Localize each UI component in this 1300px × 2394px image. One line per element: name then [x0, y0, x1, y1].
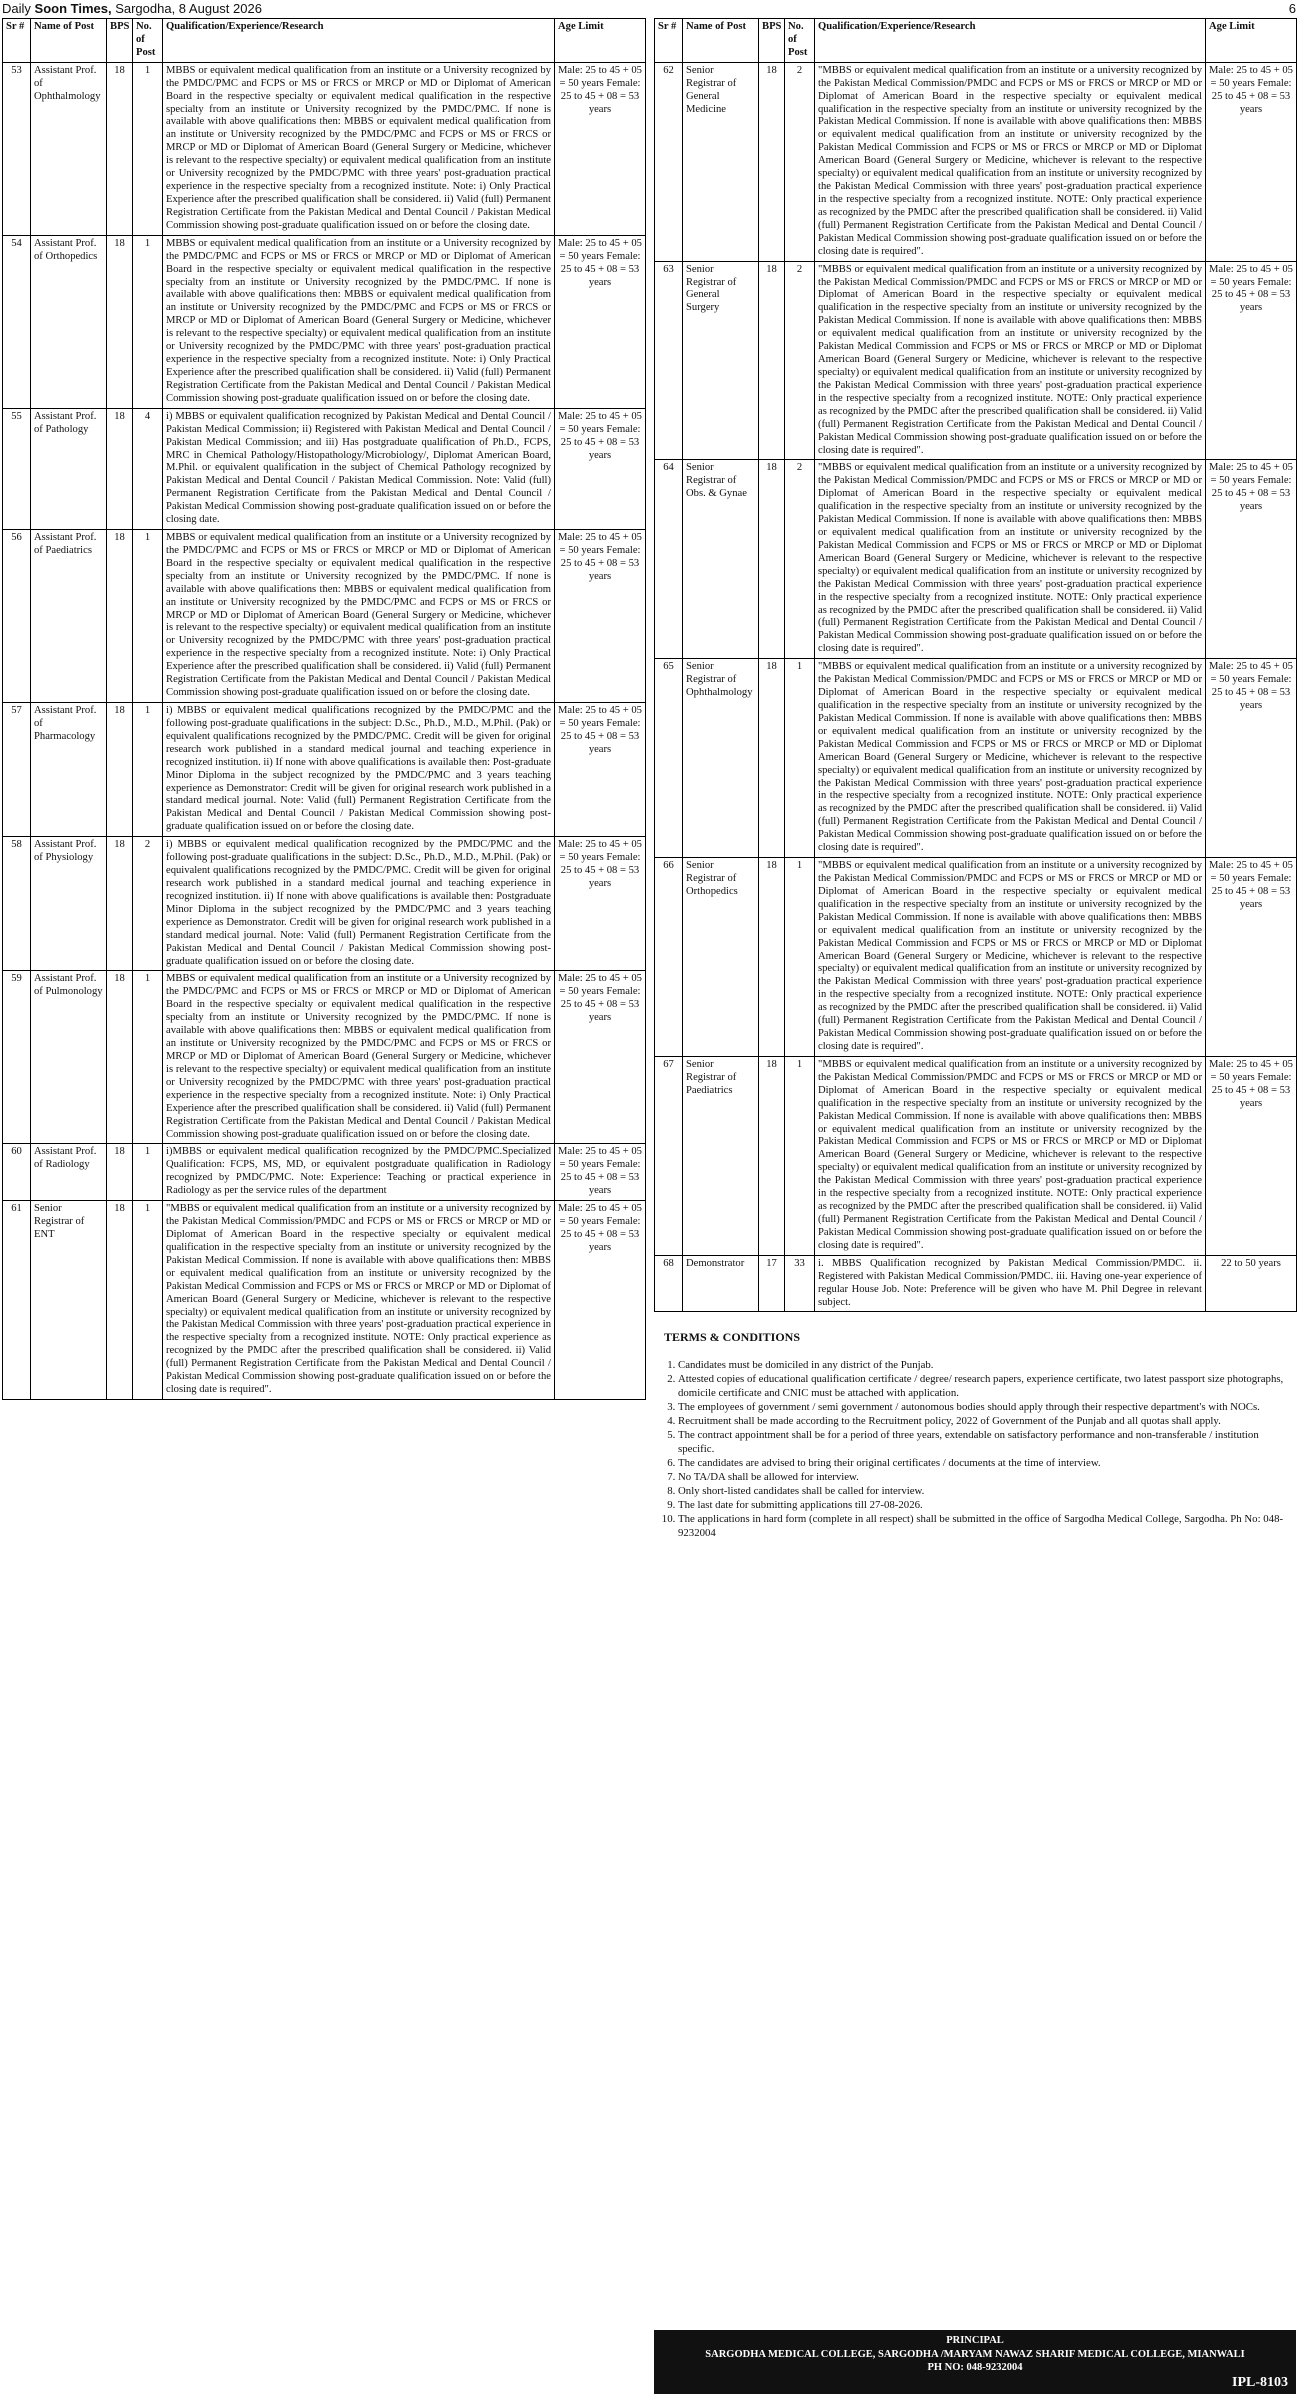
col-post: Name of Post: [683, 19, 759, 63]
row-bps: 18: [759, 1056, 785, 1255]
row-qualification: MBBS or equivalent medical qualification from an institute or a University recognized by the PMDC/PMC and FCPS or MS or FRCS or MRCP or MD or Diplomat of American Board in the respective specialty or equivalent medical qualification in the respective specialty from an institute or University recognized by the PMDC/PMC. If none is available with above qualifications then: MBBS or equivalent medical qualification from an institute or University recognized by the PMDC/PMC and FCPS or MS or FRCS or MRCP or MD or Diplomat of American Board (General Surgery or Medicine, whichever is relevant to the respective specialty) or equivalent medical qualification from an institute or University recognized by the PMDC/PMC with three years' post-graduation practical experience in the respective specialty from a recognized institute. Note: i) Only Practical Experience after the prescribed qualification shall be considered. ii) Valid (full) Permanent Registration Certificate from the Pakistan Medical and Dental Council / Pakistan Medical Commission showing post-graduate qualification issued on or before the closing date.: [163, 235, 555, 408]
row-age-limit: Male: 25 to 45 + 05 = 50 years Female: 25 to 45 + 08 = 53 years: [555, 235, 646, 408]
term-item: 2. Attested copies of educational qualification certificate / degree/ research papers, experience certificate, two latest passport size photographs, domicile certificate and CNIC must be attached with application.: [678, 1372, 1296, 1400]
row-sr: 66: [655, 858, 683, 1057]
col-bps: BPS: [107, 19, 133, 63]
row-sr: 62: [655, 62, 683, 261]
table-row: [3, 408, 646, 529]
row-bps: 18: [759, 659, 785, 858]
row-age-limit: Male: 25 to 45 + 05 = 50 years Female: 25 to 45 + 08 = 53 years: [1206, 62, 1297, 261]
row-post-name: Senior Registrar of Ophthalmology: [683, 659, 759, 858]
row-bps: 17: [759, 1255, 785, 1312]
row-post-count: 1: [133, 1201, 163, 1400]
term-item: 9. The last date for submitting applications till 27-08-2026.: [678, 1498, 1296, 1512]
table-row: [655, 1255, 1297, 1312]
row-sr: 61: [3, 1201, 31, 1400]
row-bps: 18: [759, 460, 785, 659]
terms-title: TERMS & CONDITIONS: [664, 1330, 801, 1345]
row-sr: 57: [3, 703, 31, 837]
row-qualification: i) MBBS or equivalent medical qualifications recognized by the PMDC/PMC and the following post-graduate qualifications in the subject: D.Sc., Ph.D., M.D., M.Phil. (Pak) or equivalent qualifications recognized by the PMDC/PMC. Credit will be given for original research work published in a standard medical journal and teaching experience in recognized institution. ii) If none with above qualifications is available then: Post-graduate Minor Diploma in the subject recognized by the PMDC/PMC and 3 years teaching experience as Demonstrator: Credit will be given for original research work published in a standard medical journal. Note: Valid (full) Permanent Registration Certificate from the Pakistan Medical and Dental Council / Pakistan Medical Commission showing post-graduate qualification issued on or before the closing date.: [163, 703, 555, 837]
row-post-count: 1: [133, 703, 163, 837]
row-bps: 18: [107, 837, 133, 971]
row-post-name: Senior Registrar of Paediatrics: [683, 1056, 759, 1255]
row-post-name: Assistant Prof. of Radiology: [31, 1144, 107, 1201]
row-qualification: i) MBBS or equivalent medical qualification recognized by the PMDC/PMC and the following post-graduate qualifications in the subject: D.Sc., Ph.D., M.D., M.Phil. (Pak) or equivalent qualifications recognized by the PMDC/PMC. Credit will be given for original research work published in a standard medical journal and teaching experience in recognized institution. ii) If none with above qualifications is available then: Postgraduate Minor Diploma in the subject recognized by the PMDC/PMC and 3 years teaching experience as Demonstrator. Credit will be given for original research work published in a standard medical journal. Note: Valid (full) Permanent Registration Certificate from the Pakistan Medical and Dental Council / Pakistan Medical Commission showing post-graduate qualification issued on or before the closing date.: [163, 837, 555, 971]
row-post-count: 2: [785, 261, 815, 460]
row-sr: 55: [3, 408, 31, 529]
row-post-name: Senior Registrar of General Surgery: [683, 261, 759, 460]
row-bps: 18: [107, 408, 133, 529]
row-post-count: 2: [785, 460, 815, 659]
row-age-limit: Male: 25 to 45 + 05 = 50 years Female: 25 to 45 + 08 = 53 years: [555, 971, 646, 1144]
table-row: [3, 971, 646, 1144]
table-row: [655, 858, 1297, 1057]
term-item: 7. No TA/DA shall be allowed for interview.: [678, 1470, 1296, 1484]
col-sr: Sr #: [655, 19, 683, 63]
row-qualification: "MBBS or equivalent medical qualification from an institute or a university recognized by the Pakistan Medical Commission/PMDC and FCPS or MS or FRCS or MRCP or MD or Diplomat of American Board in the respective specialty or equivalent medical qualification in the respective specialty from an institute or university recognized by the Pakistan Medical Commission. If none is available with above qualifications then: MBBS or equivalent medical qualification from an institute or university recognized by the Pakistan Medical Commission and FCPS or MS or FRCS or MRCP or MD or Diplomat American Board (General Surgery or Medicine, whichever is relevant to the respective specialty) or equivalent medical qualification from an institute or university recognized by the Pakistan Medical Commission with three years' post-graduation practical experience in the respective specialty from a recognized institute. NOTE: Only practical experience as recognized by the PMDC after the prescribed qualification shall be considered. ii) Valid (full) Permanent Registration Certificate from the Pakistan Medical and Dental Council / Pakistan Medical Commission showing post-graduate qualification issued on or before the closing date is required".: [815, 62, 1206, 261]
row-sr: 67: [655, 1056, 683, 1255]
row-qualification: "MBBS or equivalent medical qualification from an institute or a university recognized by the Pakistan Medical Commission/PMDC and FCPS or MS or FRCS or MRCP or MD or Diplomat of American Board in the respective specialty or equivalent medical qualification in the respective specialty from an institute or university recognized by the Pakistan Medical Commission. If none is available with above qualifications then: MBBS or equivalent medical qualification from an institute or university recognized by the Pakistan Medical Commission and FCPS or MS or FRCS or MRCP or MD or Diplomat of American Board (General Surgery or Medicine, whichever is relevant to the respective specialty) or equivalent medical qualification from an institute or university recognized by the Pakistan Medical Commission with three years' post-graduation practical experience in the respective specialty from a recognized institute. NOTE: Only practical experience as recognized by the PMDC after the prescribed qualification shall be considered. ii) Valid (full) Permanent Registration Certificate from the Pakistan Medical and Dental Council / Pakistan Medical Commission showing post-graduate qualification issued on or before the closing date is required".: [163, 1201, 555, 1400]
table-row: [655, 1056, 1297, 1255]
row-qualification: "MBBS or equivalent medical qualification from an institute or a university recognized by the Pakistan Medical Commission/PMDC and FCPS or MS or FRCS or MRCP or MD or Diplomat of American Board in the respective specialty or equivalent medical qualification in the respective specialty from an institute or university recognized by the Pakistan Medical Commission. If none is available with above qualifications then: MBBS or equivalent medical qualification from an institute or university recognized by the Pakistan Medical Commission and FCPS or MS or FRCS or MRCP or MD or Diplomat American Board (General Surgery or Medicine, whichever is relevant to the respective specialty) or equivalent medical qualification from an institute or university recognized by the Pakistan Medical Commission with three years' post-graduation practical experience in the respective specialty from a recognized institute. NOTE: Only practical experience as recognized by the PMDC after the prescribed qualification shall be considered. ii) Valid (full) Permanent Registration Certificate from the Pakistan Medical and Dental Council / Pakistan Medical Commission showing post-graduate qualification issued on or before the closing date is required".: [815, 460, 1206, 659]
col-qual: Qualification/Experience/Research: [163, 19, 555, 63]
terms-and-conditions: [654, 1330, 1296, 1540]
row-post-name: Assistant Prof. of Orthopedics: [31, 235, 107, 408]
row-post-count: 1: [785, 1056, 815, 1255]
row-age-limit: Male: 25 to 45 + 05 = 50 years Female: 25 to 45 + 08 = 53 years: [1206, 1056, 1297, 1255]
table-row: [3, 62, 646, 235]
row-sr: 68: [655, 1255, 683, 1312]
table-row: [3, 1201, 646, 1400]
row-sr: 64: [655, 460, 683, 659]
table-row: [3, 1144, 646, 1201]
college-names: SARGODHA MEDICAL COLLEGE, SARGODHA /MARYAM NAWAZ SHARIF MEDICAL COLLEGE, MIANWALI: [705, 2348, 1245, 2360]
row-post-name: Senior Registrar of ENT: [31, 1201, 107, 1400]
row-post-count: 1: [133, 235, 163, 408]
row-qualification: "MBBS or equivalent medical qualification from an institute or a university recognized by the Pakistan Medical Commission/PMDC and FCPS or MS or FRCS or MRCP or MD or Diplomat of American Board in the respective specialty or equivalent medical qualification in the respective specialty from an institute or university recognized by the Pakistan Medical Commission. If none is available with above qualifications then: MBBS or equivalent medical qualification from an institute or university recognized by the Pakistan Medical Commission and FCPS or MS or FRCS or MRCP or MD or Diplomat American Board (General Surgery or Medicine, whichever is relevant to the respective specialty) or equivalent medical qualification from an institute or university recognized by the Pakistan Medical Commission with three years' post-graduation practical experience in the respective specialty from a recognized institute. NOTE: Only practical experience as recognized by the PMDC after the prescribed qualification shall be considered. ii) Valid (full) Permanent Registration Certificate from the Pakistan Medical and Dental Council / Pakistan Medical Commission showing post-graduate qualification issued on or before the closing date is required".: [815, 659, 1206, 858]
right-column: [654, 18, 1296, 2390]
row-post-count: 33: [785, 1255, 815, 1312]
col-no: No. of Post: [133, 19, 163, 63]
row-bps: 18: [107, 1201, 133, 1400]
row-qualification: "MBBS or equivalent medical qualification from an institute or a university recognized by the Pakistan Medical Commission/PMDC and FCPS or MS or FRCS or MRCP or MD or Diplomat of American Board in the respective specialty or equivalent medical qualification in the respective specialty from an institute or university recognized by the Pakistan Medical Commission. If none is available with above qualifications then: MBBS or equivalent medical qualification from an institute or university recognized by the Pakistan Medical Commission and FCPS or MS or FRCS or MRCP or MD or Diplomat American Board (General Surgery or Medicine, whichever is relevant to the respective specialty) or equivalent medical qualification from an institute or university recognized by the Pakistan Medical Commission with three years' post-graduation practical experience in the respective specialty from a recognized institute. NOTE: Only practical experience as recognized by the PMDC after the prescribed qualification shall be considered. ii) Valid (full) Permanent Registration Certificate from the Pakistan Medical and Dental Council / Pakistan Medical Commission showing post-graduate qualification issued on or before the closing date is required".: [815, 261, 1206, 460]
row-post-count: 1: [133, 530, 163, 703]
terms-list: [654, 1358, 1296, 1540]
row-age-limit: Male: 25 to 45 + 05 = 50 years Female: 25 to 45 + 08 = 53 years: [555, 1144, 646, 1201]
row-post-count: 1: [133, 971, 163, 1144]
row-qualification: MBBS or equivalent medical qualification from an institute or a University recognized by the PMDC/PMC and FCPS or MS or FRCS or MRCP or MD or Diplomat of American Board in the respective specialty or equivalent medical qualification in the respective specialty from an institute or University recognized by the PMDC/PMC. If none is available with above qualifications then: MBBS or equivalent medical qualification from an institute or University recognized by the PMDC/PMC and FCPS or MS or FRCS or MRCP or MD or Diplomat of American Board (General Surgery or Medicine, whichever is relevant to the respective specialty) or equivalent medical qualification from an institute or University recognized by the PMDC/PMC with three years' post-graduation practical experience in the respective specialty from a recognized institute. Note: i) Only Practical Experience after the prescribed qualification shall be considered. ii) Valid (full) Permanent Registration Certificate from the Pakistan Medical and Dental Council / Pakistan Medical Commission showing post-graduate qualification issued on or before the closing date.: [163, 971, 555, 1144]
col-qual: Qualification/Experience/Research: [815, 19, 1206, 63]
row-bps: 18: [107, 235, 133, 408]
row-post-name: Assistant Prof. of Pathology: [31, 408, 107, 529]
row-qualification: MBBS or equivalent medical qualification from an institute or a University recognized by the PMDC/PMC and FCPS or MS or FRCS or MRCP or MD or Diplomat of American Board in the respective specialty or equivalent medical qualification in the respective specialty from an institute or University recognized by the PMDC/PMC. If none is available with above qualifications then: MBBS or equivalent medical qualification from an institute or University recognized by the PMDC/PMC and FCPS or MS or FRCS or MRCP or MD or Diplomat of American Board (General Surgery or Medicine, whichever is relevant to the respective specialty) or equivalent medical qualification from an institute or University recognized by the PMDC/PMC with three years' post-graduation practical experience in the respective specialty from a recognized institute. Note: i) Only Practical Experience after the prescribed qualification shall be considered. ii) Valid (full) Permanent Registration Certificate from the Pakistan Medical and Dental Council / Pakistan Medical Commission showing post-graduate qualification issued on or before the closing date.: [163, 62, 555, 235]
col-sr: Sr #: [3, 19, 31, 63]
row-post-count: 2: [133, 837, 163, 971]
row-age-limit: Male: 25 to 45 + 05 = 50 years Female: 25 to 45 + 08 = 53 years: [555, 837, 646, 971]
row-age-limit: Male: 25 to 45 + 05 = 50 years Female: 25 to 45 + 08 = 53 years: [1206, 261, 1297, 460]
row-age-limit: Male: 25 to 45 + 05 = 50 years Female: 25 to 45 + 08 = 53 years: [555, 62, 646, 235]
row-qualification: i)MBBS or equivalent medical qualification recognized by the PMDC/PMC.Specialized Qualification: FCPS, MS, MD, or equivalent postgraduate qualification in Radiology recognized by PMDC/PMC. Note: Experience: Teaching or practical experience in Radiology as per the service rules of the department: [163, 1144, 555, 1201]
col-age: Age Limit: [555, 19, 646, 63]
row-post-name: Demonstrator: [683, 1255, 759, 1312]
row-bps: 18: [107, 703, 133, 837]
row-qualification: MBBS or equivalent medical qualification from an institute or a University recognized by the PMDC/PMC and FCPS or MS or FRCS or MRCP or MD or Diplomat of American Board in the respective specialty or equivalent medical qualification in the respective specialty from an institute or University recognized by the PMDC/PMC. If none is available with above qualifications then: MBBS or equivalent medical qualification from an institute or University recognized by the PMDC/PMC and FCPS or MS or FRCS or MRCP or MD or Diplomat of American Board (General Surgery or Medicine, whichever is relevant to the respective specialty) or equivalent medical qualification from an institute or University recognized by the PMDC/PMC with three years' post-graduation practical experience in the respective specialty from a recognized institute. Note: i) Only Practical Experience after the prescribed qualification shall be considered. ii) Valid (full) Permanent Registration Certificate from the Pakistan Medical and Dental Council / Pakistan Medical Commission showing post-graduate qualification issued on or before the closing date.: [163, 530, 555, 703]
page-number: 6: [1288, 1, 1296, 16]
table-row: [3, 703, 646, 837]
row-post-name: Assistant Prof. of Pharmacology: [31, 703, 107, 837]
row-qualification: i) MBBS or equivalent qualification recognized by Pakistan Medical and Dental Council / Pakistan Medical Commission; ii) Registered with Pakistan Medical and Dental Council / Pakistan Medical Commission; and iii) Has postgraduate qualification of Ph.D., FCPS, MRC in Chemical Pathology/Histopathology/Microbiology/, Diplomat American Board, M.Phil. or equivalent qualification in the subject of Chemical Pathology recognized by Pakistan Medical and Dental Council / Pakistan Medical Commission. Note: Valid (full) Permanent Registration Certificate from the Pakistan Medical and Dental Council / Pakistan Medical Commission showing post-graduate qualification issued on or before the closing date.: [163, 408, 555, 529]
row-post-count: 1: [785, 659, 815, 858]
paper-name: Daily Soon Times, Sargodha, 8 August 2026: [2, 1, 262, 16]
row-post-name: Senior Registrar of Obs. & Gynae: [683, 460, 759, 659]
left-column: [2, 18, 645, 1400]
row-post-name: Assistant Prof. of Paediatrics: [31, 530, 107, 703]
row-age-limit: Male: 25 to 45 + 05 = 50 years Female: 25 to 45 + 08 = 53 years: [555, 530, 646, 703]
row-age-limit: Male: 25 to 45 + 05 = 50 years Female: 25 to 45 + 08 = 53 years: [555, 703, 646, 837]
row-sr: 58: [3, 837, 31, 971]
phone-number: PH NO: 048-9232004: [927, 2362, 1023, 2374]
row-bps: 18: [107, 530, 133, 703]
row-bps: 18: [759, 62, 785, 261]
row-qualification: "MBBS or equivalent medical qualification from an institute or a university recognized by the Pakistan Medical Commission/PMDC and FCPS or MS or FRCS or MRCP or MD or Diplomat of American Board in the respective specialty or equivalent medical qualification in the respective specialty from an institute or university recognized by the Pakistan Medical Commission. If none is available with above qualifications then: MBBS or equivalent medical qualification from an institute or university recognized by the Pakistan Medical Commission and FCPS or MS or FRCS or MRCP or MD or Diplomat American Board (General Surgery or Medicine, whichever is relevant to the respective specialty) or equivalent medical qualification from an institute or university recognized by the Pakistan Medical Commission with three years' post-graduation practical experience in the respective specialty from a recognized institute. NOTE: Only practical experience as recognized by the PMDC after the prescribed qualification shall be considered. ii) Valid (full) Permanent Registration Certificate from the Pakistan Medical and Dental Council / Pakistan Medical Commission showing post-graduate qualification issued on or before the closing date is required".: [815, 1056, 1206, 1255]
term-item: 1. Candidates must be domiciled in any district of the Punjab.: [678, 1358, 1296, 1372]
row-sr: 63: [655, 261, 683, 460]
table-row: [3, 235, 646, 408]
col-bps: BPS: [759, 19, 785, 63]
row-post-name: Assistant Prof. of Ophthalmology: [31, 62, 107, 235]
table-row: [655, 261, 1297, 460]
row-post-count: 2: [785, 62, 815, 261]
ad-code: IPL-8103: [1232, 2374, 1288, 2390]
row-qualification: "MBBS or equivalent medical qualification from an institute or a university recognized by the Pakistan Medical Commission/PMDC and FCPS or MS or FRCS or MRCP or MD or Diplomat of American Board in the respective specialty or equivalent medical qualification in the respective specialty from an institute or university recognized by the Pakistan Medical Commission. If none is available with above qualifications then: MBBS or equivalent medical qualification from an institute or university recognized by the Pakistan Medical Commission and FCPS or MS or FRCS or MRCP or MD or Diplomat American Board (General Surgery or Medicine, whichever is relevant to the respective specialty) or equivalent medical qualification from an institute or university recognized by the Pakistan Medical Commission with three years' post-graduation practical experience in the respective specialty from a recognized institute. NOTE: Only practical experience as recognized by the PMDC after the prescribed qualification shall be considered. ii) Valid (full) Permanent Registration Certificate from the Pakistan Medical and Dental Council / Pakistan Medical Commission showing post-graduate qualification issued on or before the closing date is required".: [815, 858, 1206, 1057]
row-age-limit: Male: 25 to 45 + 05 = 50 years Female: 25 to 45 + 08 = 53 years: [555, 1201, 646, 1400]
posts-table-left: [2, 18, 646, 1400]
row-bps: 18: [107, 1144, 133, 1201]
row-age-limit: Male: 25 to 45 + 05 = 50 years Female: 25 to 45 + 08 = 53 years: [1206, 659, 1297, 858]
newspaper-header: [0, 0, 1300, 18]
row-post-count: 1: [785, 858, 815, 1057]
row-post-name: Assistant Prof. of Pulmonology: [31, 971, 107, 1144]
row-qualification: i. MBBS Qualification recognized by Pakistan Medical Commission/PMDC. ii. Registered with Pakistan Medical Commission/PMDC. iii. Having one-year experience of regular House Job. Note: Preference will be given who have M. Phil Degree in relevant subject.: [815, 1255, 1206, 1312]
term-item: 8. Only short-listed candidates shall be called for interview.: [678, 1484, 1296, 1498]
row-post-name: Senior Registrar of Orthopedics: [683, 858, 759, 1057]
posts-table-right: [654, 18, 1297, 1312]
row-sr: 56: [3, 530, 31, 703]
row-bps: 18: [107, 62, 133, 235]
row-sr: 53: [3, 62, 31, 235]
col-no: No. of Post: [785, 19, 815, 63]
row-post-count: 1: [133, 62, 163, 235]
row-post-name: Assistant Prof. of Physiology: [31, 837, 107, 971]
term-item: 3. The employees of government / semi government / autonomous bodies should apply through their respective department's with NOCs.: [678, 1400, 1296, 1414]
col-post: Name of Post: [31, 19, 107, 63]
col-age: Age Limit: [1206, 19, 1297, 63]
row-sr: 54: [3, 235, 31, 408]
row-age-limit: Male: 25 to 45 + 05 = 50 years Female: 25 to 45 + 08 = 53 years: [1206, 858, 1297, 1057]
row-bps: 18: [759, 858, 785, 1057]
row-age-limit: 22 to 50 years: [1206, 1255, 1297, 1312]
row-age-limit: Male: 25 to 45 + 05 = 50 years Female: 25 to 45 + 08 = 53 years: [555, 408, 646, 529]
row-post-name: Senior Registrar of General Medicine: [683, 62, 759, 261]
term-item: 4. Recruitment shall be made according to the Recruitment policy, 2022 of Government of the Punjab and all quotas shall apply.: [678, 1414, 1296, 1428]
table-row: [3, 837, 646, 971]
term-item: 10. The applications in hard form (complete in all respect) shall be submitted in the office of Sargodha Medical College, Sargodha. Ph No: 048-9232004: [678, 1512, 1296, 1540]
principal-title: PRINCIPAL: [946, 2335, 1004, 2346]
table-header-row: [655, 19, 1297, 63]
row-post-count: 1: [133, 1144, 163, 1201]
row-post-count: 4: [133, 408, 163, 529]
table-row: [655, 460, 1297, 659]
row-sr: 60: [3, 1144, 31, 1201]
principal-footer: [654, 2330, 1296, 2394]
row-sr: 59: [3, 971, 31, 1144]
table-row: [655, 659, 1297, 858]
term-item: 6. The candidates are advised to bring their original certificates / documents at the time of interview.: [678, 1456, 1296, 1470]
row-bps: 18: [759, 261, 785, 460]
row-sr: 65: [655, 659, 683, 858]
row-bps: 18: [107, 971, 133, 1144]
row-age-limit: Male: 25 to 45 + 05 = 50 years Female: 25 to 45 + 08 = 53 years: [1206, 460, 1297, 659]
term-item: 5. The contract appointment shall be for a period of three years, extendable on satisfactory performance and non-transferable / institution specific.: [678, 1428, 1296, 1456]
table-header-row: [3, 19, 646, 63]
table-row: [3, 530, 646, 703]
table-row: [655, 62, 1297, 261]
